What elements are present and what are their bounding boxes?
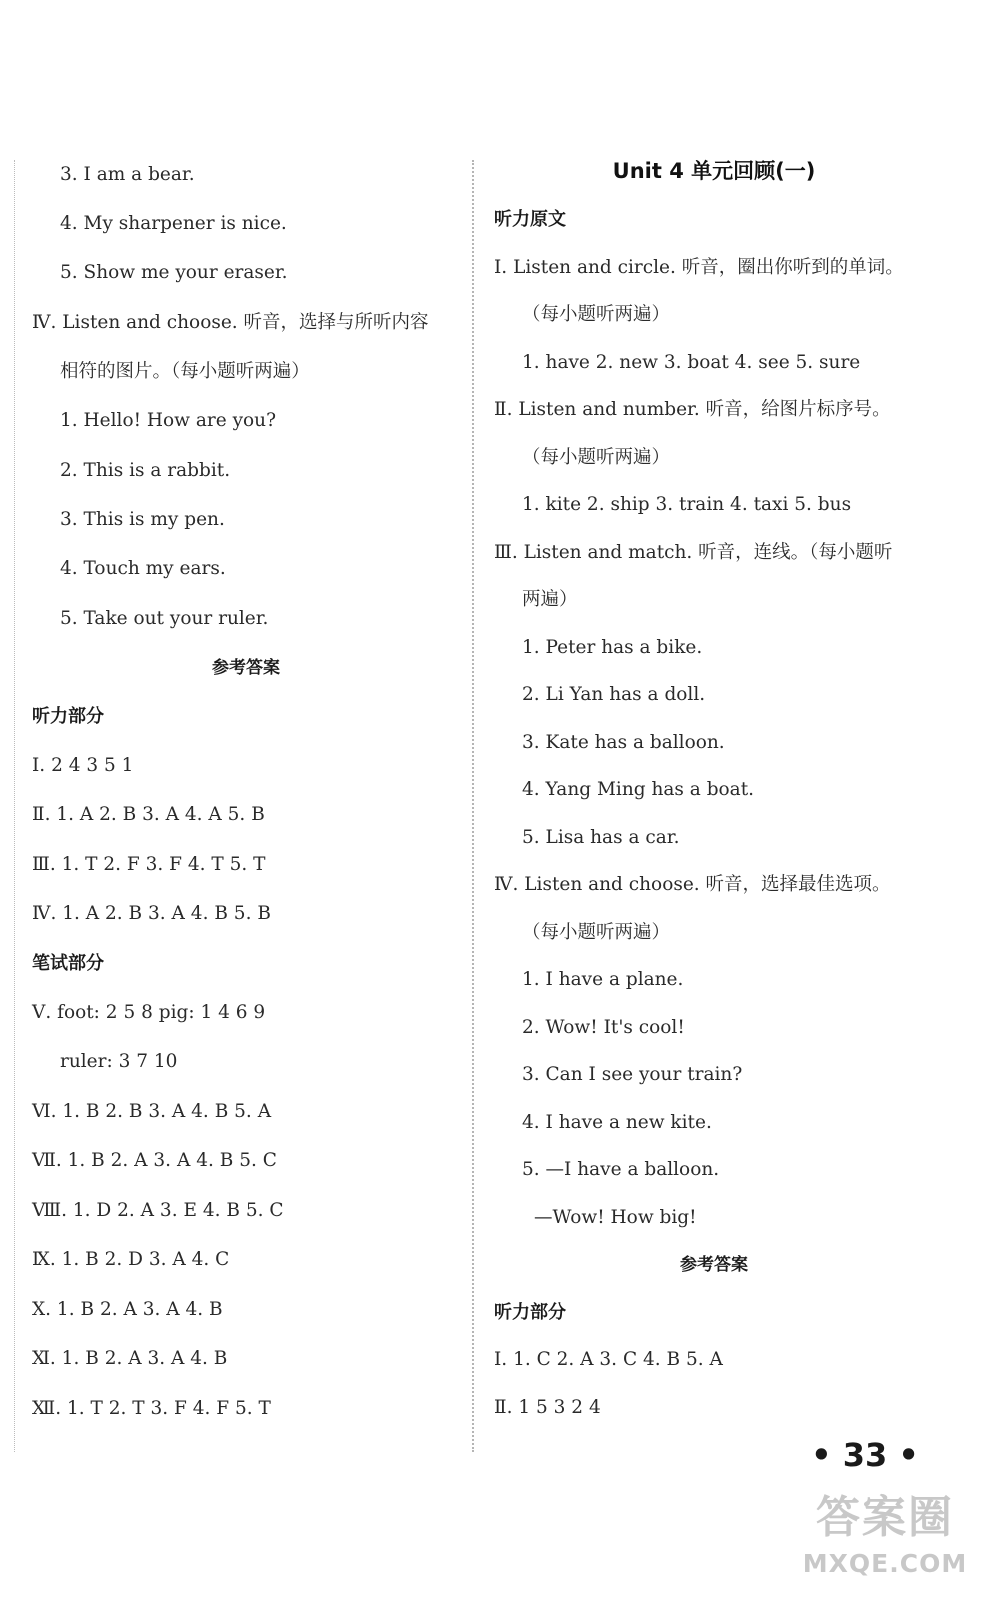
text-line: 3. Kate has a balloon. [522, 732, 725, 753]
text-line: 5. Lisa has a car. [522, 827, 680, 848]
answer-row: Ⅴ. foot: 2 5 8 pig: 1 4 6 9 [32, 1002, 266, 1023]
text-line: 1. kite 2. ship 3. train 4. taxi 5. bus [522, 494, 852, 515]
answer-row: Ⅳ. 1. A 2. B 3. A 4. B 5. B [32, 903, 271, 924]
section-iv-instruction: Ⅳ. Listen and choose. 听音，选择最佳选项。 [494, 874, 891, 895]
transcript-heading: 听力原文 [494, 209, 566, 230]
text-line: 5. Show me your eraser. [60, 262, 288, 283]
text-line: 3. Can I see your train? [522, 1064, 743, 1085]
text-line: 3. I am a bear. [60, 164, 195, 185]
text-line: （每小题听两遍） [522, 922, 671, 943]
text-line: 1. Peter has a bike. [522, 637, 703, 658]
text-line: 5. —I have a balloon. [522, 1159, 720, 1180]
answer-row: Ⅷ. 1. D 2. A 3. E 4. B 5. C [32, 1200, 284, 1221]
section-ii-instruction: Ⅱ. Listen and number. 听音，给图片标序号。 [494, 399, 891, 420]
answer-row: ruler: 3 7 10 [60, 1051, 178, 1072]
answer-row: Ⅰ. 1. C 2. A 3. C 4. B 5. A [494, 1349, 723, 1370]
writing-section-heading: 笔试部分 [32, 953, 104, 974]
watermark-logo [780, 1488, 990, 1593]
answer-row: Ⅻ. 1. T 2. T 3. F 4. F 5. T [32, 1398, 271, 1419]
answer-row: Ⅰ. 2 4 3 5 1 [32, 755, 134, 776]
text-line: 1. have 2. new 3. boat 4. see 5. sure [522, 352, 861, 373]
text-line: 两遍） [522, 589, 578, 610]
answer-row: Ⅱ. 1 5 3 2 4 [494, 1397, 601, 1418]
section-i-instruction: Ⅰ. Listen and circle. 听音，圈出你听到的单词。 [494, 257, 904, 278]
text-line: 2. Wow! It's cool! [522, 1017, 685, 1038]
watermark-url: MXQE.COM [802, 1549, 968, 1578]
answer-row: Ⅱ. 1. A 2. B 3. A 4. A 5. B [32, 804, 265, 825]
column-divider [472, 160, 474, 1452]
answer-row: Ⅺ. 1. B 2. A 3. A 4. B [32, 1348, 228, 1369]
answer-row: Ⅲ. 1. T 2. F 3. F 4. T 5. T [32, 854, 266, 875]
text-line: 3. This is my pen. [60, 509, 225, 530]
text-line: （每小题听两遍） [522, 304, 671, 325]
text-line: （每小题听两遍） [522, 447, 671, 468]
listening-section-heading: 听力部分 [494, 1302, 566, 1323]
unit-title: Unit 4 单元回顾(一) [612, 159, 816, 183]
answer-row: Ⅶ. 1. B 2. A 3. A 4. B 5. C [32, 1150, 277, 1171]
text-line: 1. I have a plane. [522, 969, 684, 990]
text-line: 1. Hello! How are you? [60, 410, 277, 431]
answer-key-title: 参考答案 [680, 1255, 748, 1275]
text-line: —Wow! How big! [534, 1207, 697, 1228]
answer-row: Ⅹ. 1. B 2. A 3. A 4. B [32, 1299, 223, 1320]
text-line: 4. Yang Ming has a boat. [522, 779, 755, 800]
answer-key-title: 参考答案 [212, 658, 280, 678]
listening-section-heading: 听力部分 [32, 706, 104, 727]
text-line: 4. I have a new kite. [522, 1112, 712, 1133]
watermark-text: 答案圈 [816, 1492, 954, 1543]
section-iii-instruction: Ⅲ. Listen and match. 听音，连线。（每小题听 [494, 542, 893, 563]
text-line: 5. Take out your ruler. [60, 608, 269, 629]
text-line: 2. Li Yan has a doll. [522, 684, 706, 705]
section-iv-instruction: Ⅳ. Listen and choose. 听音，选择与所听内容 [32, 312, 429, 333]
answer-row: Ⅸ. 1. B 2. D 3. A 4. C [32, 1249, 230, 1270]
answer-row: Ⅵ. 1. B 2. B 3. A 4. B 5. A [32, 1101, 272, 1122]
text-line: 相符的图片。（每小题听两遍） [60, 361, 310, 382]
left-margin-divider [14, 160, 15, 1452]
text-line: 4. Touch my ears. [60, 558, 226, 579]
text-line: 4. My sharpener is nice. [60, 213, 287, 234]
text-line: 2. This is a rabbit. [60, 460, 231, 481]
page-number: • 33 • [811, 1436, 919, 1474]
